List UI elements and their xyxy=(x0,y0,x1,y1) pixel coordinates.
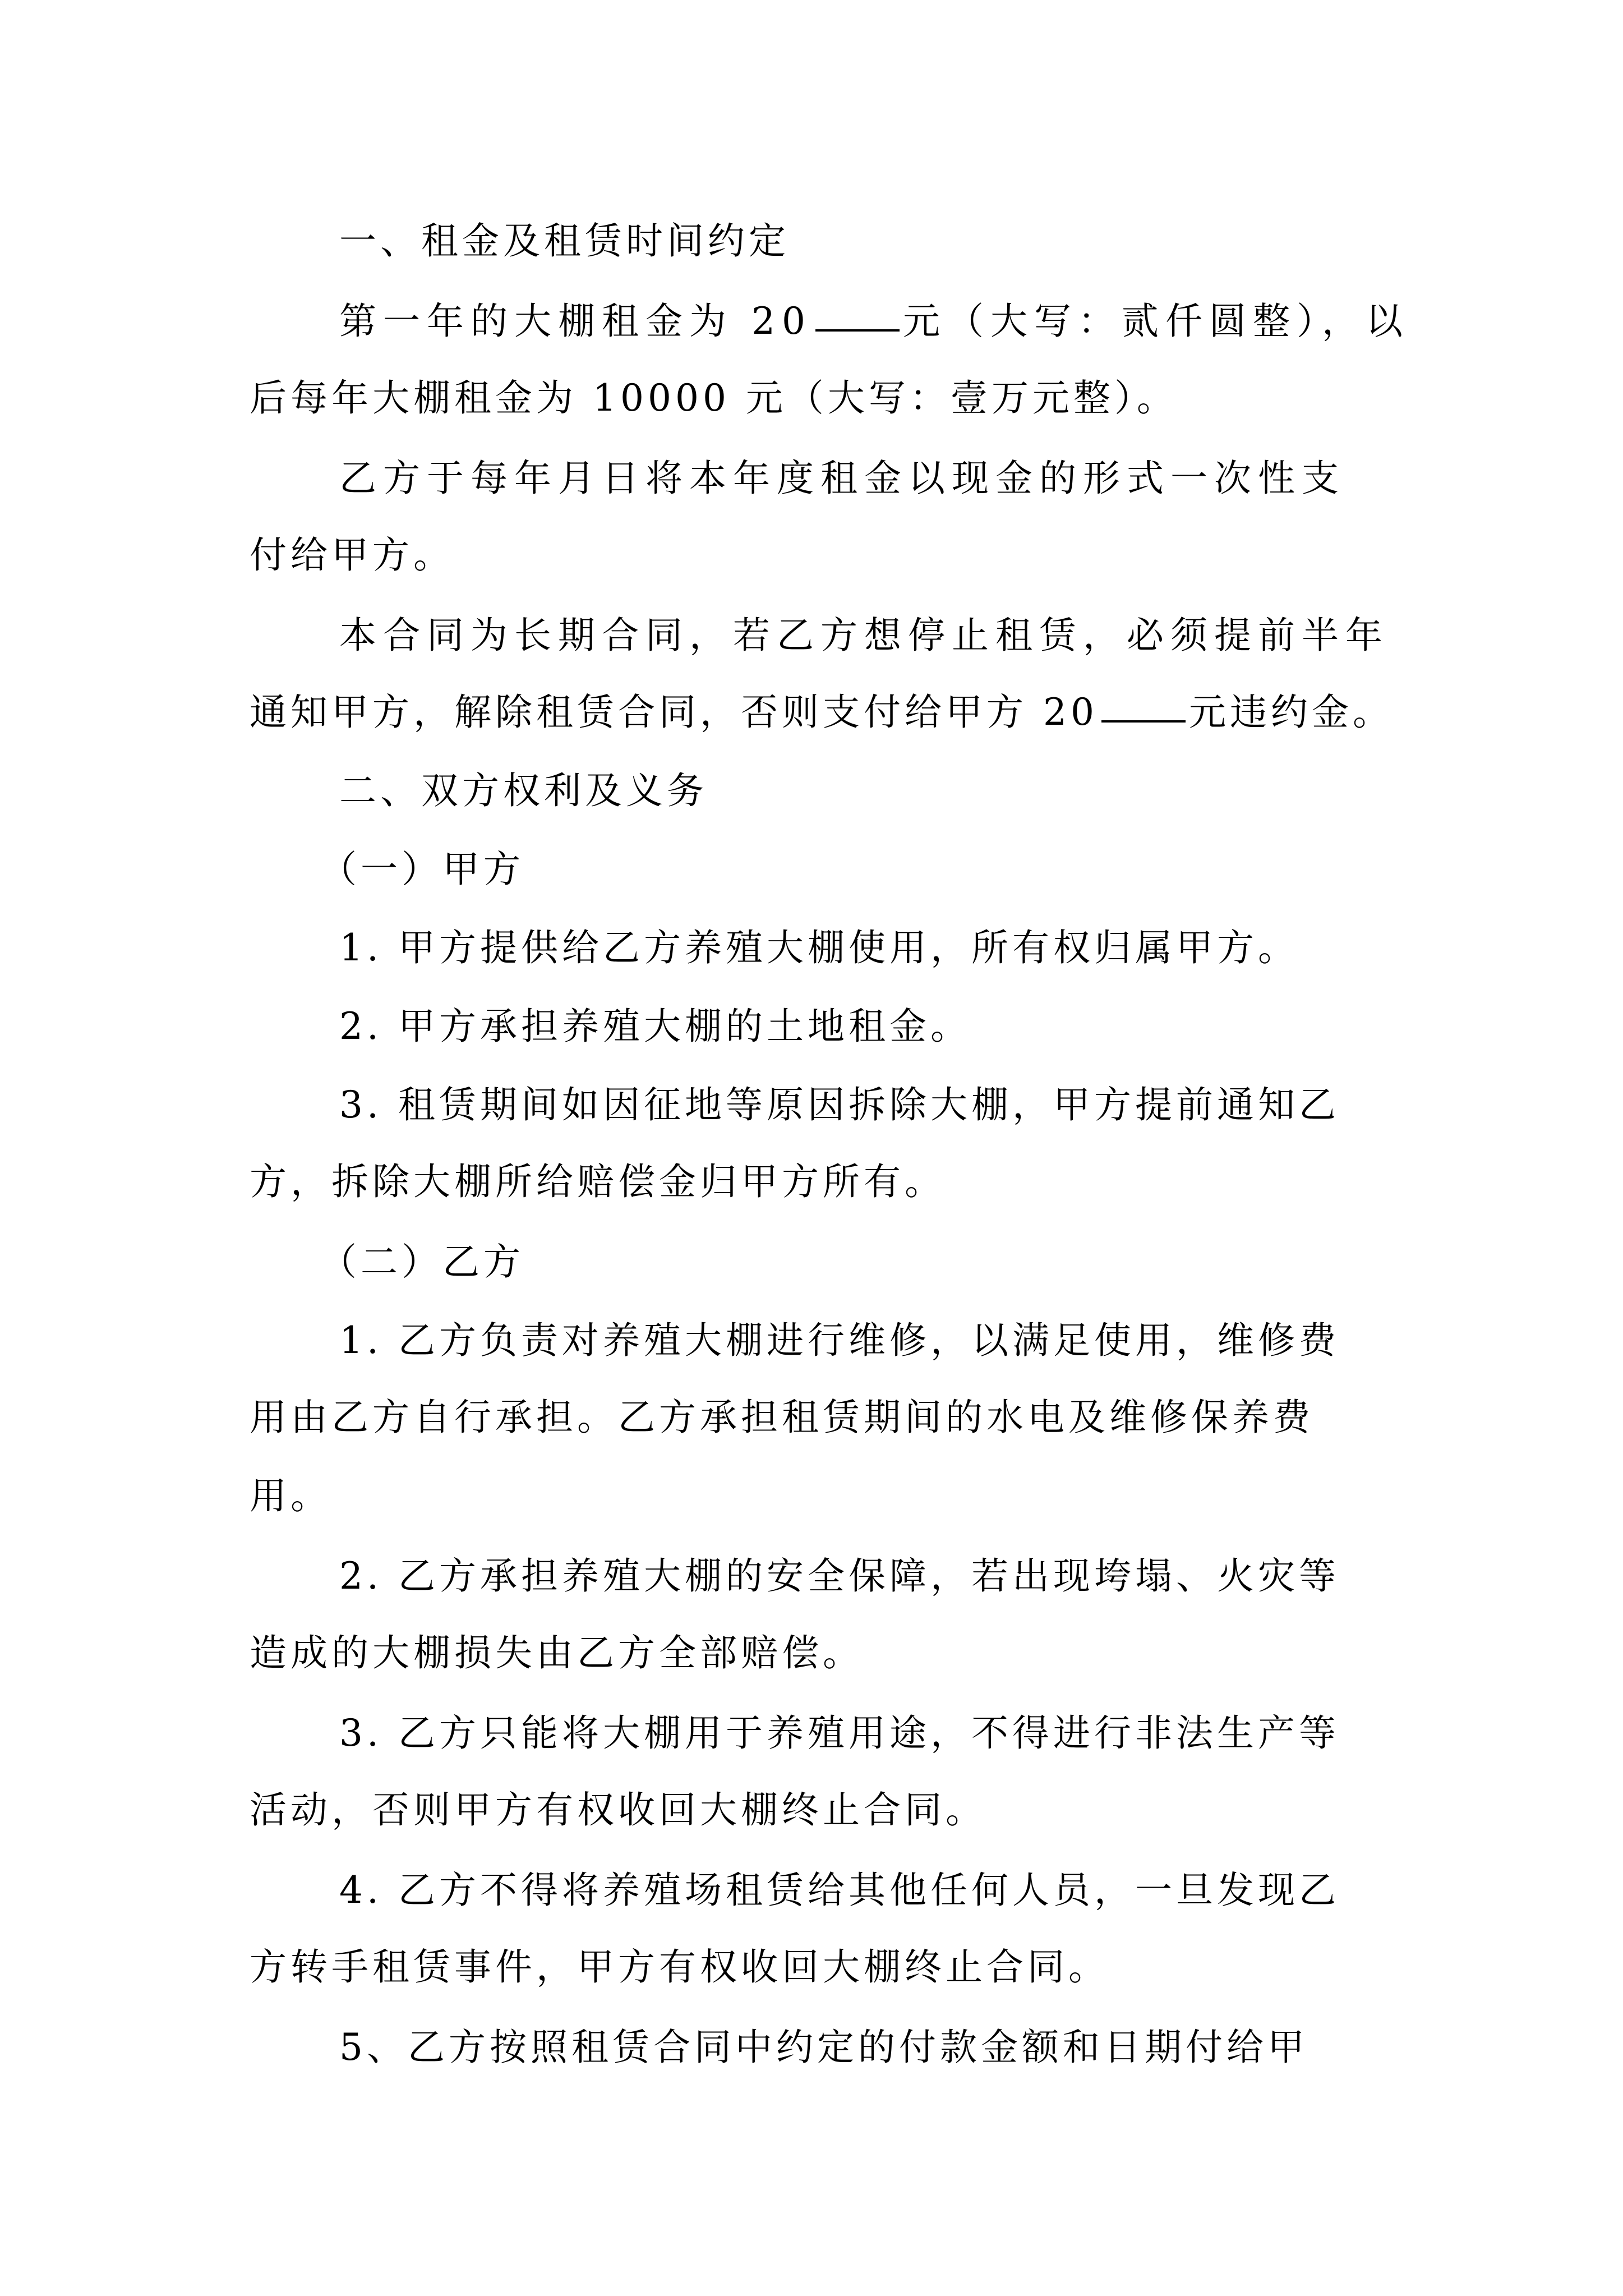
paragraph-line xyxy=(0,453,1623,504)
fill-in-blank xyxy=(1101,718,1186,723)
text-line: 付给甲方。 xyxy=(250,533,454,577)
text-line: 1. 甲方提供给乙方养殖大棚使用，所有权归属甲方。 xyxy=(339,926,1299,969)
list-item xyxy=(0,923,1623,973)
text-line: 活动，否则甲方有权收回大棚终止合同。 xyxy=(250,1788,986,1832)
paragraph-line xyxy=(0,687,1623,738)
paragraph-line xyxy=(0,1942,1623,1993)
section-heading-rent xyxy=(0,216,1623,266)
text-line: 3. 租赁期间如因征地等原因拆除大棚，甲方提前通知乙 xyxy=(339,1083,1340,1126)
list-item xyxy=(0,1865,1623,1916)
list-item xyxy=(0,1080,1623,1130)
text-line: 用。 xyxy=(250,1474,331,1517)
fill-in-blank xyxy=(815,327,900,332)
list-item xyxy=(0,1551,1623,1602)
text-line: 本合同为长期合同，若乙方想停止租赁，必须提前半年 xyxy=(339,614,1389,657)
text-line: （一）甲方 xyxy=(320,848,524,891)
text-line: 5、乙方按照租赁合同中约定的付款金额和日期付给甲 xyxy=(339,2026,1308,2069)
text-line: 乙方于每年月日将本年度租金以现金的形式一次性支 xyxy=(339,457,1345,500)
subsection-heading-party-a xyxy=(0,844,1623,895)
text-line: 3. 乙方只能将大棚用于养殖用途，不得进行非法生产等 xyxy=(339,1711,1340,1755)
text-line: （二）乙方 xyxy=(320,1240,524,1283)
list-item xyxy=(0,1001,1623,1052)
paragraph-line xyxy=(0,296,1623,347)
text-line: 元违约金。 xyxy=(1188,691,1394,734)
paragraph-line xyxy=(0,373,1623,424)
paragraph-line xyxy=(0,1785,1623,1835)
text-line: 第一年的大棚租金为 20 xyxy=(339,300,812,343)
text-line: 方，拆除大棚所给赔偿金归甲方所有。 xyxy=(250,1160,946,1203)
text-line: 后每年大棚租金为 10000 元（大写：壹万元整）。 xyxy=(250,376,1178,420)
text-line: 元（大写：贰仟圆整），以 xyxy=(902,300,1409,343)
paragraph-line xyxy=(0,1471,1623,1521)
text-line: 2. 甲方承担养殖大棚的土地租金。 xyxy=(339,1005,971,1048)
text-line: 2. 乙方承担养殖大棚的安全保障，若出现垮塌、火灾等 xyxy=(339,1554,1340,1598)
text-line: 二、双方权利及义务 xyxy=(339,769,708,812)
paragraph-line xyxy=(0,1628,1623,1678)
paragraph-line xyxy=(0,1392,1623,1443)
paragraph-line xyxy=(0,1157,1623,1207)
text-line: 造成的大棚损失由乙方全部赔偿。 xyxy=(250,1631,864,1674)
text-line: 1. 乙方负责对养殖大棚进行维修，以满足使用，维修费 xyxy=(339,1319,1340,1362)
list-item xyxy=(0,1315,1623,1366)
text-line: 方转手租赁事件，甲方有权收回大棚终止合同。 xyxy=(250,1945,1109,1989)
section-heading-rights xyxy=(0,766,1623,816)
subsection-heading-party-b xyxy=(0,1237,1623,1287)
text-line: 通知甲方，解除租赁合同，否则支付给甲方 20 xyxy=(250,691,1098,734)
list-item xyxy=(0,2022,1623,2073)
paragraph-line xyxy=(0,530,1623,581)
list-item xyxy=(0,1708,1623,1759)
text-line: 用由乙方自行承担。乙方承担租赁期间的水电及维修保养费 xyxy=(250,1396,1314,1439)
text-line: 4. 乙方不得将养殖场租赁给其他任何人员，一旦发现乙 xyxy=(339,1869,1340,1912)
paragraph-line xyxy=(0,610,1623,661)
text-line: 一、租金及租赁时间约定 xyxy=(339,219,790,263)
